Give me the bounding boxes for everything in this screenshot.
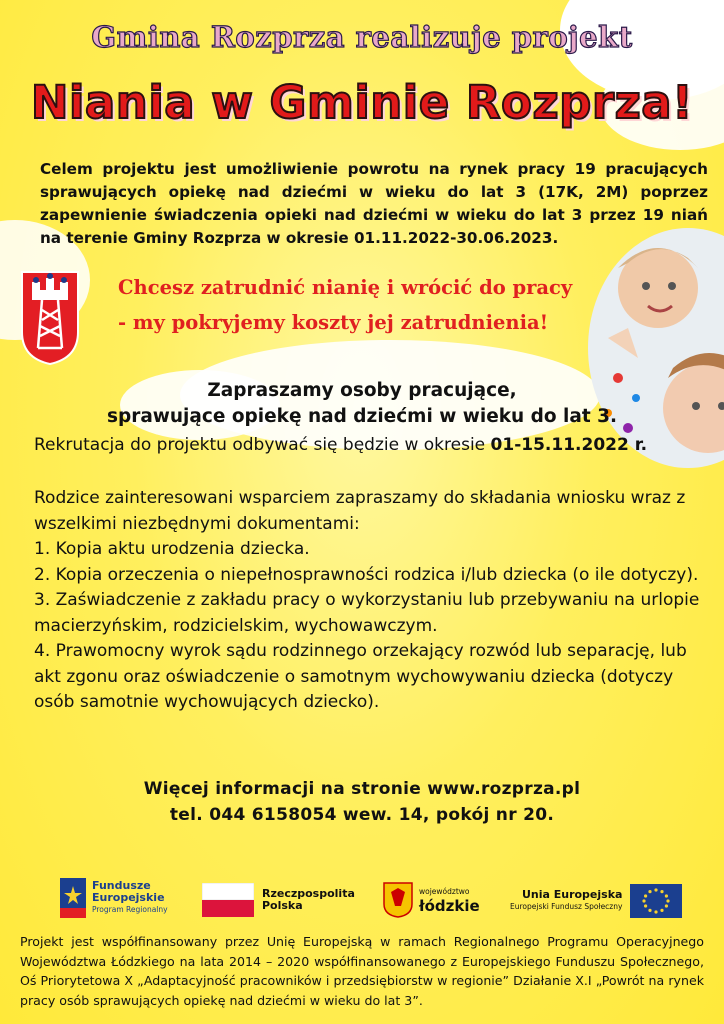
fe-star-icon bbox=[60, 878, 86, 918]
lodzkie-crest-icon bbox=[383, 882, 413, 918]
logo-unia-europejska bbox=[510, 884, 682, 918]
ue-line-1: Unia Europejska bbox=[521, 888, 623, 901]
intro-paragraph: Celem projektu jest umożliwienie powrotu na rynek pracy 19 pracujących sprawujących opiekę nad dziećmi w wieku do lat 3 (17K, 2M) poprzez zapewnienie świadczenia opieki nad dziećmi w wieku do lat 3 przez 19 niań na terenie Gminy Rozprza w okresie 01.11.2022-30.06.2023. bbox=[40, 160, 708, 247]
fe-line-2: Europejskie bbox=[92, 891, 165, 904]
list-item: 2. Kopia orzeczenia o niepełnosprawności rodzica i/lub dziecka (o ile dotyczy). bbox=[34, 564, 699, 585]
highlight-line-1: Chcesz zatrudnić nianię i wrócić do pracy bbox=[118, 276, 573, 299]
document-requirements bbox=[34, 486, 714, 716]
logo-rzeczpospolita-polska bbox=[202, 883, 355, 917]
eu-flag-icon bbox=[630, 884, 682, 918]
invitation-line-1: Zapraszamy osoby pracujące, bbox=[207, 380, 517, 401]
lodz-line-2: łódzkie bbox=[419, 896, 480, 915]
logo-wojewodztwo-lodzkie bbox=[383, 882, 480, 918]
fe-line-1: Fundusze bbox=[92, 879, 151, 892]
invitation-line-2: sprawujące opiekę nad dziećmi w wieku do lat 3. bbox=[106, 406, 618, 427]
polish-flag-icon bbox=[202, 883, 254, 917]
children-photo bbox=[588, 228, 724, 468]
project-title: Niania w Gminie Rozprza! bbox=[30, 76, 694, 129]
funding-footer: Projekt jest współfinansowany przez Unię Europejską w ramach Regionalnego Programu Operacyjnego Województwa Łódzkiego na lata 2014 – 2020 współfinansowanego z Europejskiego Funduszu Społecznego, Oś Priorytetowa X „Adaptacyjność pracowników i przedsiębiorstw w regionie” Działanie X.I „Powrót na rynek pracy osób sprawujących opiekę nad dziećmi w wieku do lat 3”. bbox=[20, 934, 704, 1008]
highlight-line-2: - my pokryjemy koszty jej zatrudnienia! bbox=[118, 311, 549, 334]
website-line: Więcej informacji na stronie www.rozprza.pl bbox=[143, 779, 581, 799]
recruitment-period bbox=[34, 435, 647, 455]
logo-fundusze-europejskie bbox=[60, 878, 168, 918]
coat-of-arms-icon bbox=[20, 270, 80, 366]
fe-line-3: Program Regionalny bbox=[92, 905, 168, 914]
recruitment-dates: 01-15.11.2022 r. bbox=[490, 435, 648, 455]
invitation bbox=[0, 378, 724, 430]
phone-line: tel. 044 6158054 wew. 14, pokój nr 20. bbox=[169, 805, 555, 825]
lodz-line-1: województwo bbox=[419, 886, 470, 896]
contact-info bbox=[0, 776, 724, 828]
list-item: 3. Zaświadczenie z zakładu pracy o wykorzystaniu lub przebywaniu na urlopie macierzyńskim, rodzicielskim, wychowawczym. bbox=[34, 590, 700, 636]
list-item: 1. Kopia aktu urodzenia dziecka. bbox=[34, 539, 310, 559]
rp-line-2: Polska bbox=[262, 899, 303, 912]
list-item: 4. Prawomocny wyrok sądu rodzinnego orzekający rozwód lub separację, lub akt zgonu oraz oświadczenie o samotnym wychowywaniu dziecka (dotyczy osób samotnie wychowujących dziecko). bbox=[34, 641, 687, 712]
requirements-lead: Rodzice zainteresowani wsparciem zapraszamy do składania wniosku wraz z wszelkimi niezbędnymi dokumentami: bbox=[34, 488, 686, 534]
ue-line-2: Europejski Fundusz Społeczny bbox=[510, 902, 623, 911]
recruitment-text: Rekrutacja do projektu odbywać się będzie w okresie bbox=[34, 435, 491, 455]
rp-line-1: Rzeczpospolita bbox=[262, 887, 355, 900]
project-subtitle: Gmina Rozprza realizuje projekt bbox=[91, 20, 633, 54]
